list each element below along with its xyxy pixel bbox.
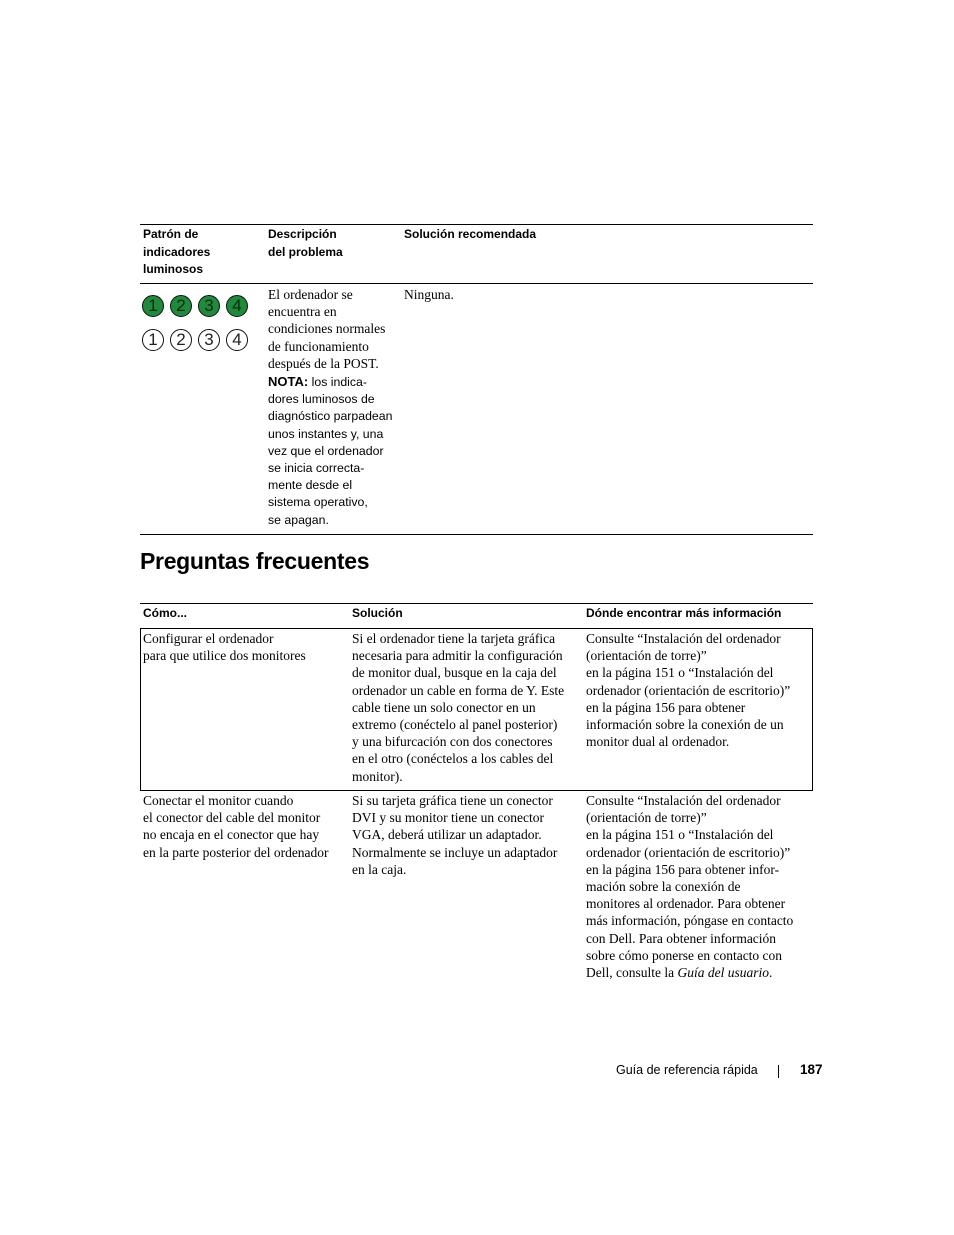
faq-left-border <box>140 628 141 790</box>
faq-row-2-where: Consulte “Instalación del ordenador (orientación de torre)” en la página 151 o “Instalación del ordenador (orientación de escritorio)” en la página 156 para obtener infor- mación sobre la conexión de monitores al ordenador. Para obtener más información, póngase en contacto con Dell. Para obtener información sobre cómo ponerse en contacto con Dell, consulte la Guía del usuario. <box>586 792 811 981</box>
users-guide-reference: Dell, consulte la Guía del usuario. <box>586 965 773 981</box>
section-title: Preguntas frecuentes <box>140 548 370 574</box>
diagnostic-light-2-off-icon: 2 <box>170 329 192 351</box>
header-description: Descripción del problema <box>268 227 343 259</box>
note-block: NOTA: los indica- dores luminosos de diagnóstico parpadean unos instantes y, una vez que el ordenador se inicia correcta- mente desde el sistema operativo, se apagan. <box>268 374 393 527</box>
faq-row-2-solution: Si su tarjeta gráfica tiene un conector DVI y su monitor tiene un conector VGA, deberá utilizar un adaptador. Normalmente se incluye un adaptador en la caja. <box>352 793 558 877</box>
page-footer <box>600 1062 824 1080</box>
header-rule <box>140 283 813 284</box>
table-bottom-rule <box>140 534 813 535</box>
diagnostic-light-1-on-icon: 1 <box>142 295 164 317</box>
recommended-solution: Ninguna. <box>404 287 454 302</box>
faq-row-1-where: Consulte “Instalación del ordenador (orientación de torre)” en la página 151 o “Instalación del ordenador (orientación de escritorio)” en la página 156 para obtener información sobre la conexión de un monitor dual al ordenador. <box>586 631 791 750</box>
header-pattern: Patrón de indicadores luminosos <box>143 227 211 276</box>
note-label: NOTA: <box>268 374 309 390</box>
faq-header-rule <box>140 628 813 629</box>
faq-row-1-how: Configurar el ordenador para que utilice dos monitores <box>143 631 306 664</box>
diagnostic-light-2-on-icon: 2 <box>170 295 192 317</box>
diagnostic-light-3-on-icon: 3 <box>198 295 220 317</box>
diagnostic-light-1-off-icon: 1 <box>142 329 164 351</box>
faq-right-border <box>812 628 813 790</box>
diagnostic-light-3-off-icon: 3 <box>198 329 220 351</box>
footer-separator <box>778 1065 779 1078</box>
diagnostic-light-4-on-icon: 4 <box>226 295 248 317</box>
header-faq-solution: Solución <box>352 606 403 620</box>
diagnostic-light-4-off-icon: 4 <box>226 329 248 351</box>
faq-row-1-solution: Si el ordenador tiene la tarjeta gráfica necesaria para admitir la configuración de monitor dual, busque en la caja del ordenador un cable en forma de Y. Este cable tiene un solo conector en un extremo (conéctelo al panel posterior) y una bifurcación con dos conectores en el otro (conéctelos a los cables del monitor). <box>352 631 565 784</box>
table-top-rule <box>140 224 813 225</box>
header-where: Dónde encontrar más información <box>586 606 782 620</box>
page-number: 187 <box>800 1062 823 1077</box>
footer-label: Guía de referencia rápida <box>616 1063 758 1077</box>
faq-row-divider <box>140 790 813 791</box>
faq-top-rule <box>140 603 813 604</box>
header-solution: Solución recomendada <box>404 227 537 241</box>
faq-row-2-how: Conectar el monitor cuando el conector del cable del monitor no encaja en el conector que hay en la parte posterior del ordenador <box>143 793 329 860</box>
header-how: Cómo... <box>143 606 187 620</box>
problem-description: El ordenador se encuentra en condiciones normales de funcionamiento después de la POST. NOTA: los indica- dores luminosos de diagnóstico parpadean unos instantes y, una vez que el ordenador se inicia correcta- mente desde el sistema operativo, se apagan. <box>268 286 400 529</box>
